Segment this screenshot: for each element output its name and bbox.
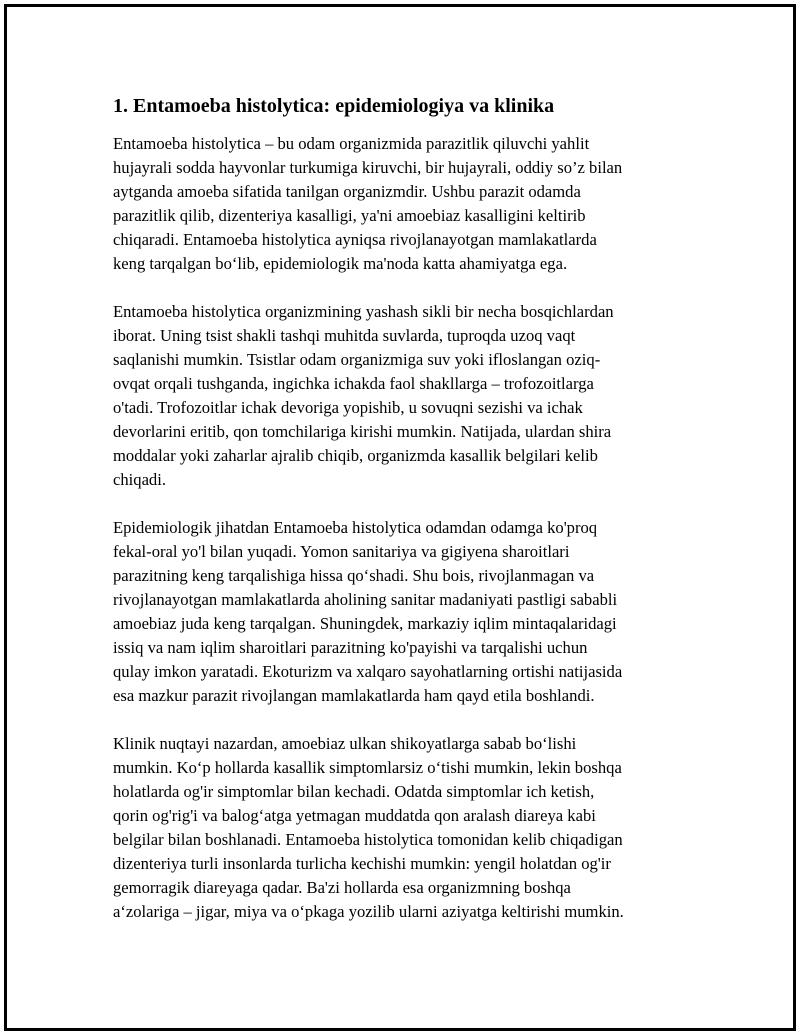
text-line: Epidemiologik jihatdan Entamoeba histolytica odamdan odamga ko'proq (113, 518, 598, 537)
text-line: holatlarda og'ir simptomlar bilan kechadi. Odatda simptomlar ich ketish, (113, 782, 595, 801)
text-line: qorin og'rig'i va balog‘atga yetmagan muddatda qon aralash diareya kabi (113, 806, 596, 825)
text-line: o'tadi. Trofozoitlar ichak devoriga yopishib, u sovuqni sezishi va ichak (113, 398, 583, 417)
text-line: aytganda amoeba sifatida tanilgan organizmdir. Ushbu parazit odamda (113, 182, 581, 201)
text-line: mumkin. Ko‘p hollarda kasallik simptomlarsiz o‘tishi mumkin, lekin boshqa (113, 758, 622, 777)
text-line: Entamoeba histolytica – bu odam organizmida parazitlik qiluvchi yahlit (113, 134, 590, 153)
document-body (113, 92, 688, 948)
paragraph-3 (113, 516, 688, 708)
text-line: Klinik nuqtayi nazardan, amoebiaz ulkan shikoyatlarga sabab bo‘lishi (113, 734, 577, 753)
text-line: fekal-oral yo'l bilan yuqadi. Yomon sanitariya va gigiyena sharoitlari (113, 542, 570, 561)
text-line: hujayrali sodda hayvonlar turkumiga kiruvchi, bir hujayrali, oddiy so’z bilan (113, 158, 623, 177)
text-line: amoebiaz juda keng tarqalgan. Shuningdek, markaziy iqlim mintaqalaridagi (113, 614, 617, 633)
section-heading: 1. Entamoeba histolytica: epidemiologiya va klinika (113, 95, 555, 117)
text-line: moddalar yoki zaharlar ajralib chiqib, organizmda kasallik belgilari kelib (113, 446, 598, 465)
text-line: saqlanishi mumkin. Tsistlar odam organizmiga suv yoki ifloslangan oziq- (113, 350, 601, 369)
text-line: iborat. Uning tsist shakli tashqi muhitda suvlarda, tuproqda uzoq vaqt (113, 326, 576, 345)
text-line: belgilar bilan boshlanadi. Entamoeba histolytica tomonidan kelib chiqadigan (113, 830, 623, 849)
text-line: issiq va nam iqlim sharoitlari parazitning ko'payishi va tarqalishi uchun (113, 638, 588, 657)
text-line: dizenteriya turli insonlarda turlicha kechishi mumkin: yengil holatdan og'ir (113, 854, 611, 873)
paragraph-4 (113, 732, 688, 924)
text-line: parazitlik qilib, dizenteriya kasalligi, ya'ni amoebiaz kasalligini keltirib (113, 206, 586, 225)
text-line: a‘zolariga – jigar, miya va o‘pkaga yozilib ularni aziyatga keltirishi mumkin. (113, 902, 624, 921)
text-line: chiqadi. (113, 470, 166, 489)
text-line: devorlarini eritib, qon tomchilariga kirishi mumkin. Natijada, ulardan shira (113, 422, 612, 441)
text-line: chiqaradi. Entamoeba histolytica ayniqsa rivojlanayotgan mamlakatlarda (113, 230, 597, 249)
text-line: ovqat orqali tushganda, ingichka ichakda faol shakllarga – trofozoitlarga (113, 374, 594, 393)
text-line: esa mazkur parazit rivojlangan mamlakatlarda ham qayd etila boshlandi. (113, 686, 595, 705)
text-line: rivojlanayotgan mamlakatlarda aholining sanitar madaniyati pastligi sababli (113, 590, 618, 609)
text-line: gemorragik diareyaga qadar. Ba'zi hollarda esa organizmning boshqa (113, 878, 571, 897)
paragraph-1 (113, 132, 688, 276)
text-line: parazitning keng tarqalishiga hissa qo‘shadi. Shu bois, rivojlanmagan va (113, 566, 595, 585)
text-line: Entamoeba histolytica organizmining yashash sikli bir necha bosqichlardan (113, 302, 614, 321)
text-line: qulay imkon yaratadi. Ekoturizm va xalqaro sayohatlarning ortishi natijasida (113, 662, 623, 681)
text-line: keng tarqalgan bo‘lib, epidemiologik ma'noda katta ahamiyatga ega. (113, 254, 568, 273)
paragraph-2 (113, 300, 688, 492)
